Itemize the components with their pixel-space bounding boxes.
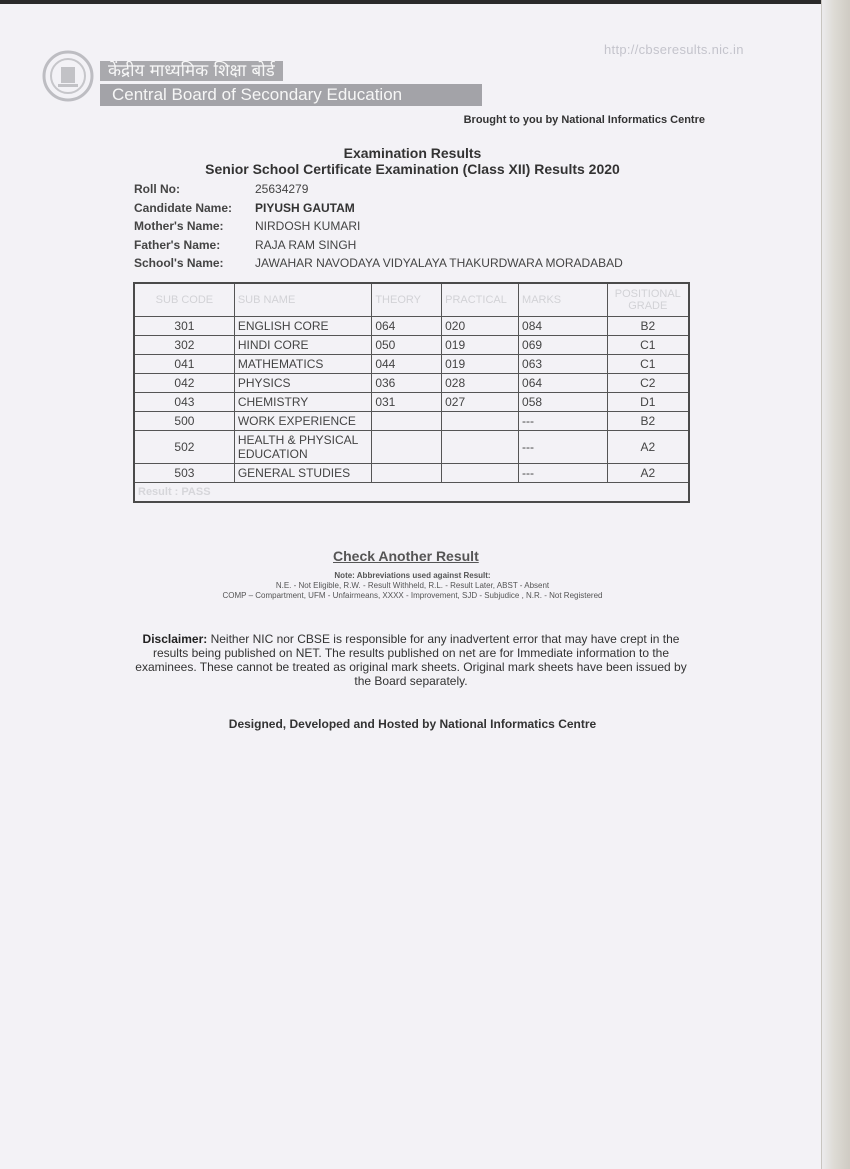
school-name-row xyxy=(134,254,623,273)
total-marks: 064 xyxy=(519,374,608,393)
total-marks: 063 xyxy=(519,355,608,374)
marks-table-header xyxy=(134,283,689,317)
result-status: Result : PASS xyxy=(134,483,689,503)
mother-name-label: Mother's Name: xyxy=(134,219,224,234)
brought-by-text: Brought to you by National Informatics Centre xyxy=(463,114,705,126)
table-row xyxy=(134,431,689,464)
total-marks: --- xyxy=(519,412,608,431)
school-name-label: School's Name: xyxy=(134,256,224,271)
positional-grade: A2 xyxy=(607,464,689,483)
note-line-1: N.E. - Not Eligible, R.W. - Result Withheld, R.L. - Result Later, ABST - Absent xyxy=(275,581,550,590)
table-row xyxy=(134,317,689,336)
board-name-hindi: केंद्रीय माध्यमिक शिक्षा बोर्ड xyxy=(100,61,283,81)
sub-code: 042 xyxy=(134,374,234,393)
positional-grade: C1 xyxy=(607,336,689,355)
theory-marks xyxy=(372,431,442,464)
total-marks: --- xyxy=(519,464,608,483)
sub-code: 041 xyxy=(134,355,234,374)
sub-name: MATHEMATICS xyxy=(234,355,372,374)
theory-marks: 044 xyxy=(372,355,442,374)
theory-marks: 036 xyxy=(372,374,442,393)
sub-name: CHEMISTRY xyxy=(234,393,372,412)
header-sub-code: SUB CODE xyxy=(134,283,234,317)
theory-marks: 064 xyxy=(372,317,442,336)
result-row xyxy=(134,483,689,503)
mother-name-row xyxy=(134,217,623,236)
positional-grade: A2 xyxy=(607,431,689,464)
marks-table xyxy=(133,282,690,503)
sub-code: 503 xyxy=(134,464,234,483)
header-theory: THEORY xyxy=(372,283,442,317)
sub-name: HEALTH & PHYSICAL EDUCATION xyxy=(234,431,372,464)
table-row xyxy=(134,464,689,483)
sub-code: 302 xyxy=(134,336,234,355)
practical-marks: 028 xyxy=(442,374,519,393)
table-row xyxy=(134,336,689,355)
positional-grade: C1 xyxy=(607,355,689,374)
note-title: Note: Abbreviations used against Result: xyxy=(334,571,491,580)
site-url: http://cbseresults.nic.in xyxy=(604,42,744,57)
sub-name: WORK EXPERIENCE xyxy=(234,412,372,431)
header-positional-grade: POSITIONAL GRADE xyxy=(607,283,689,317)
table-row xyxy=(134,355,689,374)
school-name-value: JAWAHAR NAVODAYA VIDYALAYA THAKURDWARA MORADABAD xyxy=(255,256,623,271)
positional-grade: C2 xyxy=(607,374,689,393)
candidate-name-row xyxy=(134,199,623,218)
check-another-result-link[interactable]: Check Another Result xyxy=(333,548,479,564)
header-practical: PRACTICAL xyxy=(442,283,519,317)
theory-marks xyxy=(372,412,442,431)
practical-marks: 020 xyxy=(442,317,519,336)
practical-marks: 019 xyxy=(442,355,519,374)
cbse-logo-icon xyxy=(42,50,94,102)
exam-title: Senior School Certificate Examination (Class XII) Results 2020 xyxy=(205,161,620,177)
total-marks: 084 xyxy=(519,317,608,336)
header-marks: MARKS xyxy=(519,283,608,317)
note-line-2: COMP – Compartment, UFM - Unfairmeans, XXXX - Improvement, SJD - Subjudice , N.R. - Not Registered xyxy=(222,591,603,600)
roll-row xyxy=(134,180,623,199)
practical-marks: 019 xyxy=(442,336,519,355)
table-row xyxy=(134,393,689,412)
positional-grade: B2 xyxy=(607,412,689,431)
total-marks: 058 xyxy=(519,393,608,412)
roll-value: 25634279 xyxy=(255,182,309,197)
candidate-info xyxy=(134,180,623,273)
father-name-value: RAJA RAM SINGH xyxy=(255,237,357,252)
disclaimer-text: Neither NIC nor CBSE is responsible for any inadvertent error that may have crept in the results being published on NET. The results published on net are for Immediate information to the examinees. These cannot be treated as original mark sheets. Original mark sheets have been issued by the Board separately. xyxy=(135,632,687,688)
page-title: Examination Results xyxy=(343,145,482,161)
father-name-row xyxy=(134,236,623,255)
theory-marks xyxy=(372,464,442,483)
table-row xyxy=(134,374,689,393)
roll-label: Roll No: xyxy=(134,182,180,197)
theory-marks: 050 xyxy=(372,336,442,355)
page-right-edge xyxy=(821,0,850,1169)
sub-code: 502 xyxy=(134,431,234,464)
page-top-edge xyxy=(0,0,850,4)
sub-code: 500 xyxy=(134,412,234,431)
disclaimer xyxy=(135,632,687,688)
sub-code: 301 xyxy=(134,317,234,336)
sub-code: 043 xyxy=(134,393,234,412)
total-marks: --- xyxy=(519,431,608,464)
theory-marks: 031 xyxy=(372,393,442,412)
sub-name: ENGLISH CORE xyxy=(234,317,372,336)
total-marks: 069 xyxy=(519,336,608,355)
candidate-name-label: Candidate Name: xyxy=(134,200,233,215)
positional-grade: B2 xyxy=(607,317,689,336)
practical-marks xyxy=(442,412,519,431)
table-row xyxy=(134,412,689,431)
practical-marks xyxy=(442,431,519,464)
header-sub-name: SUB NAME xyxy=(234,283,372,317)
sub-name: GENERAL STUDIES xyxy=(234,464,372,483)
disclaimer-label: Disclaimer: xyxy=(142,632,208,646)
practical-marks xyxy=(442,464,519,483)
practical-marks: 027 xyxy=(442,393,519,412)
candidate-name-value: PIYUSH GAUTAM xyxy=(255,200,355,215)
sub-name: PHYSICS xyxy=(234,374,372,393)
board-name-english: Central Board of Secondary Education xyxy=(100,84,482,106)
sub-name: HINDI CORE xyxy=(234,336,372,355)
abbreviation-note xyxy=(0,571,825,601)
footer-credit: Designed, Developed and Hosted by National Informatics Centre xyxy=(228,717,597,731)
mother-name-value: NIRDOSH KUMARI xyxy=(255,219,361,234)
father-name-label: Father's Name: xyxy=(134,237,221,252)
positional-grade: D1 xyxy=(607,393,689,412)
